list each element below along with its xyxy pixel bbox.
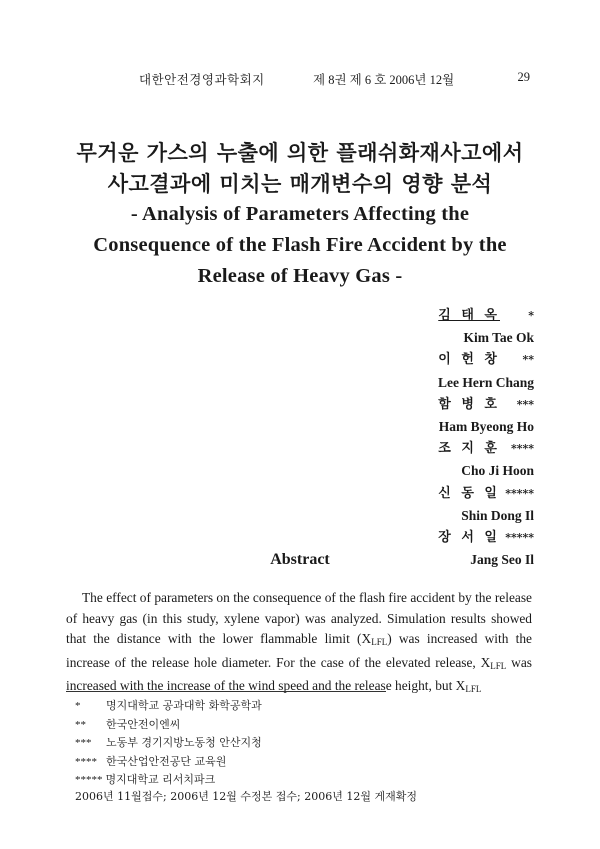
subscript: LFL <box>465 684 482 694</box>
footnote-item: * 명지대학교 공과대학 화학공학과 <box>75 699 262 712</box>
journal-name: 대한안전경영과학회지 <box>139 73 265 87</box>
author-korean-name: 조 지 훈 **** <box>438 438 534 460</box>
title-english-line-2: Consequence of the Flash Fire Accident by the <box>93 234 507 256</box>
footnote-item: *** 노동부 경기지방노동청 안산지청 <box>75 736 262 750</box>
affiliation-mark: **** <box>510 442 534 456</box>
author-english-name: Cho Ji Hoon <box>461 463 534 479</box>
footnote-item: **** 한국산업안전공단 교육원 <box>75 754 227 768</box>
author-list <box>438 305 534 571</box>
affiliation-mark: ***** <box>505 531 534 545</box>
affiliation-mark: * <box>528 309 534 322</box>
author-english-name: Shin Dong Il <box>461 507 534 523</box>
subscript: LFL <box>371 637 388 647</box>
subscript: LFL <box>490 660 507 671</box>
author-english-name: Ham Byeong Ho <box>438 419 534 435</box>
author-korean-name: 장 서 일 ***** <box>438 527 534 549</box>
title-korean-line-2: 사고결과에 미치는 매개변수의 영향 분석 <box>107 171 493 196</box>
affiliation-mark: *** <box>516 397 534 411</box>
footnote-item: ** 한국안전이엔씨 <box>75 717 181 731</box>
abstract-text: The effect of parameters on the consequence of the flash fire accident by the release of heavy gas (in this study, xylene vapor) was analyzed. Simulation results showed that the distance with the lower flammable limit $(X_{LFL})$ was increased with the increase of the release hole diameter. For the case of the elevated release, $X_{LFL}$ was increased with the increase of the wind speed and the release height, but $X_{LFL}$ <box>66 590 532 694</box>
footnote-item: ***** 명지대학교 리서치파크 <box>75 773 216 787</box>
affiliation-mark: ** <box>522 353 534 367</box>
author-english-name: Kim Tae Ok <box>463 330 534 346</box>
author-korean-name: 이 헌 창 ** <box>438 349 534 371</box>
title-english-line-1: - Analysis of Parameters Affecting the <box>130 203 470 225</box>
title-english-line-3: Release of Heavy Gas - <box>197 265 403 287</box>
title-block <box>0 137 600 292</box>
author-korean-name: 함 병 호 *** <box>438 394 534 416</box>
footnote-divider <box>66 691 386 692</box>
author-english-name: Jang Seo Il <box>470 552 534 568</box>
author-korean-name: 김 태 옥 * <box>438 305 534 327</box>
issue-info: 제 8권 제 6 호 2006년 12월 <box>313 73 455 87</box>
author-korean-name: 신 동 일 ***** <box>438 483 534 505</box>
page-number: 29 <box>517 70 530 84</box>
submission-dates: 2006년 11월접수; 2006년 12월 수정본 접수; 2006년 12월 게재확정 <box>75 790 417 803</box>
author-english-name: Lee Hern Chang <box>438 374 534 390</box>
abstract-heading: Abstract <box>270 551 330 568</box>
title-korean-line-1: 무거운 가스의 누출에 의한 플래쉬화재사고에서 <box>76 140 524 165</box>
running-header <box>0 70 600 90</box>
affiliation-footnotes <box>75 697 545 790</box>
affiliation-mark: ***** <box>505 486 534 500</box>
